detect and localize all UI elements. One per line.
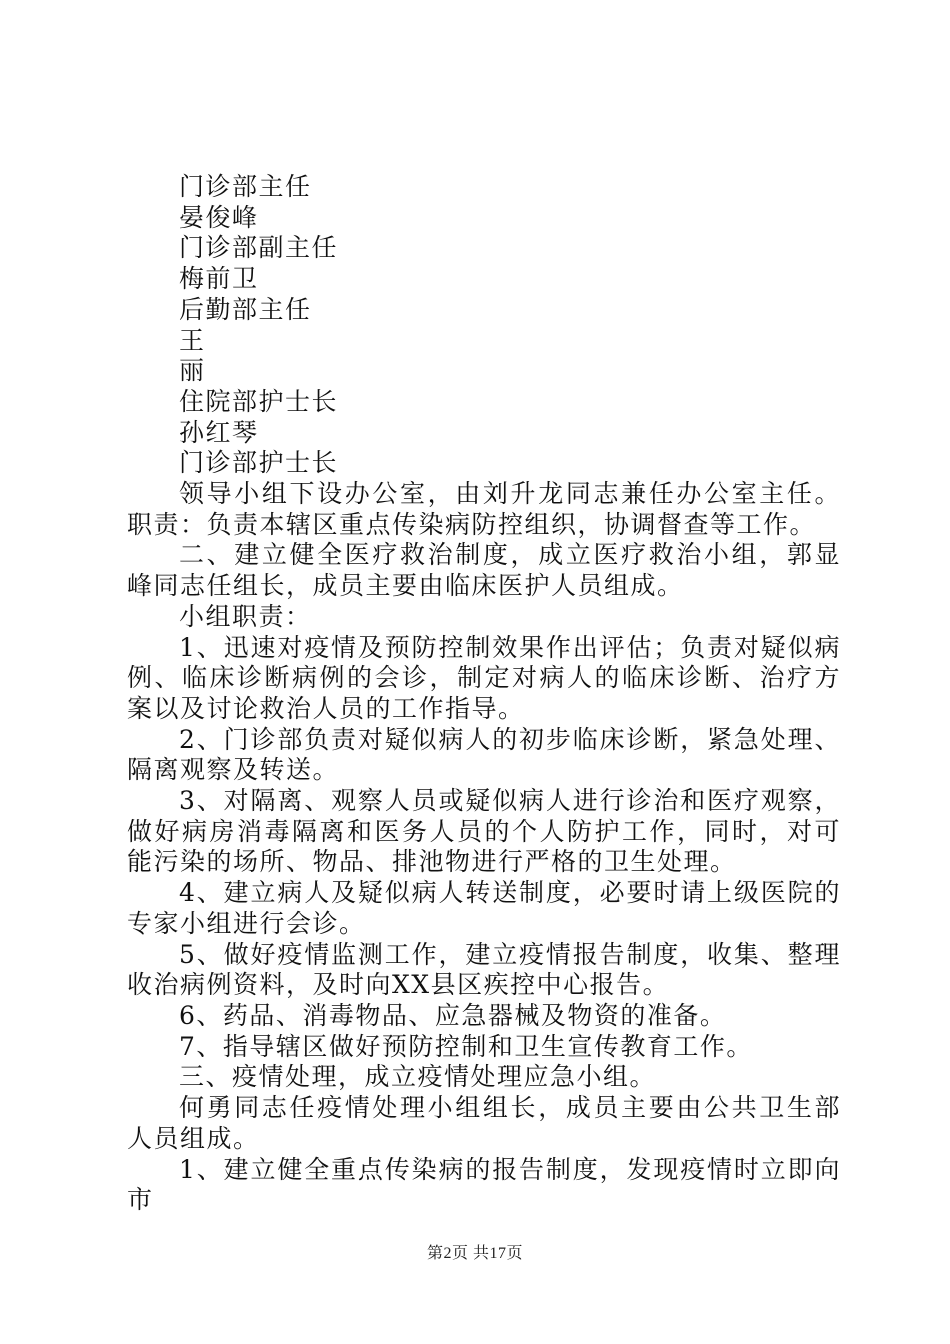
paragraph-group-duties: 小组职责：: [179, 601, 312, 631]
page-number-footer: 第2页 共17页: [426, 1245, 523, 1262]
paragraph-item-6: 6、药品、消毒物品、应急器械及物资的准备。: [179, 1000, 727, 1030]
list-item: 门诊部副主任: [179, 233, 339, 263]
paragraph-item-2: 2、门诊部负责对疑似病人的初步临床诊断，紧急处理、隔离观察及转送。: [127, 724, 841, 785]
list-item: 住院部护士长: [179, 386, 339, 416]
list-item: 梅前卫: [179, 264, 259, 294]
paragraph-section-three: 三、疫情处理，成立疫情处理应急小组。: [179, 1062, 657, 1092]
list-item: 孙红琴: [179, 417, 259, 447]
paragraph-item-4: 4、建立病人及疑似病人转送制度，必要时请上级医院的专家小组进行会诊。: [127, 878, 841, 938]
list-item: 后勤部主任: [179, 294, 312, 324]
list-item: 晏俊峰: [179, 202, 259, 232]
paragraph-office: 领导小组下设办公室，由刘升龙同志兼任办公室主任。职责：负责本辖区重点传染病防控组织，协调督查等工作。: [127, 479, 841, 539]
paragraph-item-7: 7、指导辖区做好预防控制和卫生宣传教育工作。: [179, 1031, 753, 1061]
name-list: [127, 172, 841, 479]
list-item: 王: [179, 325, 206, 355]
paragraph-item-3: 3、对隔离、观察人员或疑似病人进行诊治和医疗观察，做好病房消毒隔离和医务人员的个人防护工作，同时，对可能污染的场所、物品、排池物进行严格的卫生处理。: [127, 786, 841, 877]
list-item: 门诊部护士长: [179, 448, 339, 478]
paragraph-group-leader: 何勇同志任疫情处理小组组长，成员主要由公共卫生部人员组成。: [127, 1093, 841, 1153]
paragraph-report-item-1: 1、建立健全重点传染病的报告制度，发现疫情时立即向市: [127, 1154, 841, 1215]
paragraph-item-1: 1、迅速对疫情及预防控制效果作出评估；负责对疑似病例、临床诊断病例的会诊，制定对病人的临床诊断、治疗方案以及讨论救治人员的工作指导。: [127, 632, 841, 723]
list-item: 丽: [179, 356, 206, 386]
document-body: [127, 172, 841, 1216]
list-item: 门诊部主任: [179, 172, 312, 201]
paragraph-section-two: 二、建立健全医疗救治制度，成立医疗救治小组，郭显峰同志任组长，成员主要由临床医护人员组成。: [127, 540, 841, 601]
paragraph-item-5: 5、做好疫情监测工作，建立疫情报告制度，收集、整理收治病例资料，及时向XX县区疾控中心报告。: [127, 939, 841, 1000]
